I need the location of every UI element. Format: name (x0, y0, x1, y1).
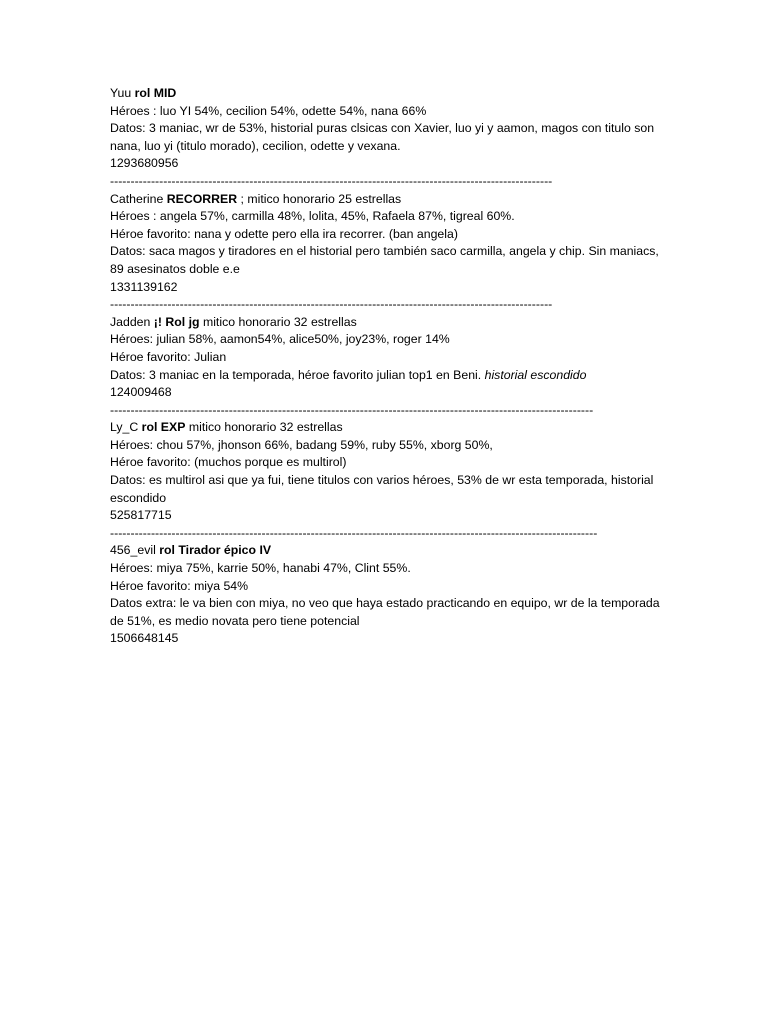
heroes-line: Héroes: julian 58%, aamon54%, alice50%, joy23%, roger 14% (110, 332, 450, 347)
heroes-line: Héroes : angela 57%, carmilla 48%, lolita, 45%, Rafaela 87%, tigreal 60%. (110, 209, 515, 224)
player-id: 1506648145 (110, 631, 179, 646)
player-entry-4 (110, 419, 670, 542)
separator-line: ----------------------------------------------------------------------------------------------------------------------- (110, 525, 598, 540)
player-entry-2 (110, 191, 670, 314)
player-id: 525817715 (110, 508, 172, 523)
document-body (110, 85, 670, 648)
player-id: 1331139162 (110, 279, 178, 294)
heroes-line: Héroes: miya 75%, karrie 50%, hanabi 47%, Clint 55%. (110, 561, 411, 576)
data-line: Datos: 3 maniac, wr de 53%, historial puras clsicas con Xavier, luo yi y aamon, magos con titulo son nana, luo yi (titulo morado), cecilion, odette y vexana. (110, 121, 655, 153)
player-name: 456_evil (110, 543, 160, 558)
heroes-line: Héroes : luo YI 54%, cecilion 54%, odette 54%, nana 66% (110, 103, 427, 118)
data-italic-note: historial escondido (484, 367, 587, 382)
entry-header (110, 314, 670, 332)
player-rank: ; mitico honorario 25 estrellas (237, 191, 402, 206)
player-name: Ly_C (110, 420, 142, 435)
entry-header (110, 419, 670, 437)
player-entry-1 (110, 85, 670, 191)
player-rank: mitico honorario 32 estrellas (185, 420, 343, 435)
player-name: Catherine (110, 191, 167, 206)
favorite-hero-line: Héroe favorito: Julian (110, 349, 227, 364)
data-line (110, 367, 670, 385)
data-line: Datos extra: le va bien con miya, no veo que haya estado practicando en equipo, wr de la temporada de 51%, es medio novata pero tiene potencial (110, 596, 660, 628)
favorite-hero-line: Héroe favorito: miya 54% (110, 578, 249, 593)
separator-line: ---------------------------------------------------------------------------------------------------------------------- (110, 402, 594, 417)
player-id: 1293680956 (110, 156, 179, 171)
player-role: RECORRER (166, 191, 238, 206)
player-role: rol EXP (141, 420, 186, 435)
player-entry-5 (110, 542, 670, 648)
entry-header (110, 85, 670, 103)
data-line: Datos: saca magos y tiradores en el historial pero también saco carmilla, angela y chip. Sin maniacs, 89 asesinatos doble e.e (110, 244, 659, 276)
player-role: ¡! Rol jg (153, 314, 200, 329)
favorite-hero-line: Héroe favorito: (muchos porque es multirol) (110, 455, 347, 470)
entry-header (110, 542, 670, 560)
player-role: rol MID (134, 86, 177, 100)
player-name: Jadden (110, 314, 154, 329)
player-entry-3 (110, 314, 670, 420)
entry-header (110, 191, 670, 209)
favorite-hero-line: Héroe favorito: nana y odette pero ella ira recorrer. (ban angela) (110, 226, 458, 241)
player-name: Yuu (110, 86, 135, 100)
heroes-line: Héroes: chou 57%, jhonson 66%, badang 59%, ruby 55%, xborg 50%, (110, 437, 493, 452)
player-role: rol Tirador épico IV (159, 543, 272, 558)
separator-line: ------------------------------------------------------------------------------------------------------------ (110, 297, 553, 312)
data-line: Datos: es multirol asi que ya fui, tiene titulos con varios héroes, 53% de wr esta temporada, historial escondido (110, 473, 654, 505)
player-id: 124009468 (110, 385, 172, 400)
separator-line: ------------------------------------------------------------------------------------------------------------ (110, 173, 553, 188)
player-rank: mitico honorario 32 estrellas (199, 314, 357, 329)
data-text: Datos: 3 maniac en la temporada, héroe favorito julian top1 en Beni. (110, 367, 485, 382)
